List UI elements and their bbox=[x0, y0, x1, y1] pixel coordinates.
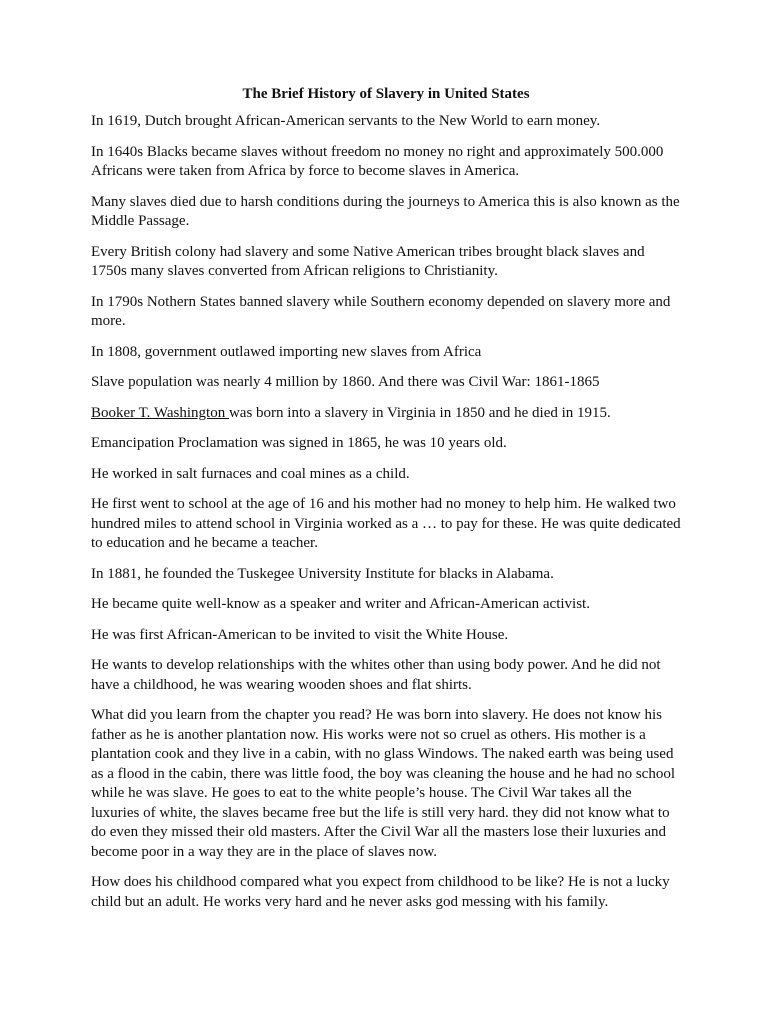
paragraph-middle-passage: Many slaves died due to harsh conditions during the journeys to America this is also known as the Middle Passage. bbox=[91, 193, 680, 229]
paragraph-1790s: In 1790s Nothern States banned slavery while Southern economy depended on slavery more and more. bbox=[91, 293, 671, 329]
booker-rest-text: was born into a slavery in Virginia in 1850 and he died in 1915. bbox=[228, 404, 611, 421]
paragraph-white-house: He was first African-American to be invited to visit the White House. bbox=[91, 626, 509, 643]
paragraph-childhood: How does his childhood compared what you expect from childhood to be like? He is not a lucky child but an adult. He works very hard and he never asks god messing with his family. bbox=[91, 874, 670, 910]
paragraph-british-colony: Every British colony had slavery and some Native American tribes brought black slaves and 1750s many slaves converted from African religions to Christianity. bbox=[91, 243, 645, 279]
paragraph-1640s: In 1640s Blacks became slaves without freedom no money no right and approximately 500.000 Africans were taken from Africa by force to become slaves in America. bbox=[91, 143, 664, 179]
document-title: The Brief History of Slavery in United States bbox=[242, 86, 530, 102]
paragraph-relationships: He wants to develop relationships with the whites other than using body power. And he did not have a childhood, he was wearing wooden shoes and flat shirts. bbox=[91, 657, 661, 693]
paragraph-booker bbox=[91, 404, 681, 424]
paragraph-emancipation: Emancipation Proclamation was signed in 1865, he was 10 years old. bbox=[91, 435, 507, 451]
booker-washington-link[interactable]: Booker T. Washington bbox=[91, 404, 229, 421]
paragraph-speaker-writer: He became quite well-know as a speaker and writer and African-American activist. bbox=[91, 596, 590, 612]
paragraph-slave-population: Slave population was nearly 4 million by 1860. And there was Civil War: 1861-1865 bbox=[91, 374, 600, 390]
paragraph-tuskegee: In 1881, he founded the Tuskegee University Institute for blacks in Alabama. bbox=[91, 565, 554, 582]
paragraph-salt-furnaces: He worked in salt furnaces and coal mines as a child. bbox=[91, 465, 410, 482]
paragraph-chapter-learned: What did you learn from the chapter you read? He was born into slavery. He does not know his father as he is another plantation now. His works were not so cruel as others. His mother is a plantation cook and they live in a cabin, with no glass Windows. The naked earth was being used as a flood in the cabin, there was little food, the boy was cleaning the house and he had no school while he was slave. He goes to eat to the white people’s house. The Civil War takes all the luxuries of white, the slaves became free but the life is still very hard. they did not know what to do even they missed their old masters. After the Civil War all the masters lose their luxuries and become poor in a way they are in the place of slaves now. bbox=[91, 707, 676, 860]
paragraph-school: He first went to school at the age of 16 and his mother had no money to help him. He walked two hundred miles to attend school in Virginia worked as a … to pay for these. He was quite dedicated to education and he became a teacher. bbox=[91, 496, 681, 551]
paragraph-1808: In 1808, government outlawed importing new slaves from Africa bbox=[91, 343, 482, 360]
document-page bbox=[91, 84, 681, 923]
paragraph-1619: In 1619, Dutch brought African-American servants to the New World to earn money. bbox=[91, 113, 601, 129]
